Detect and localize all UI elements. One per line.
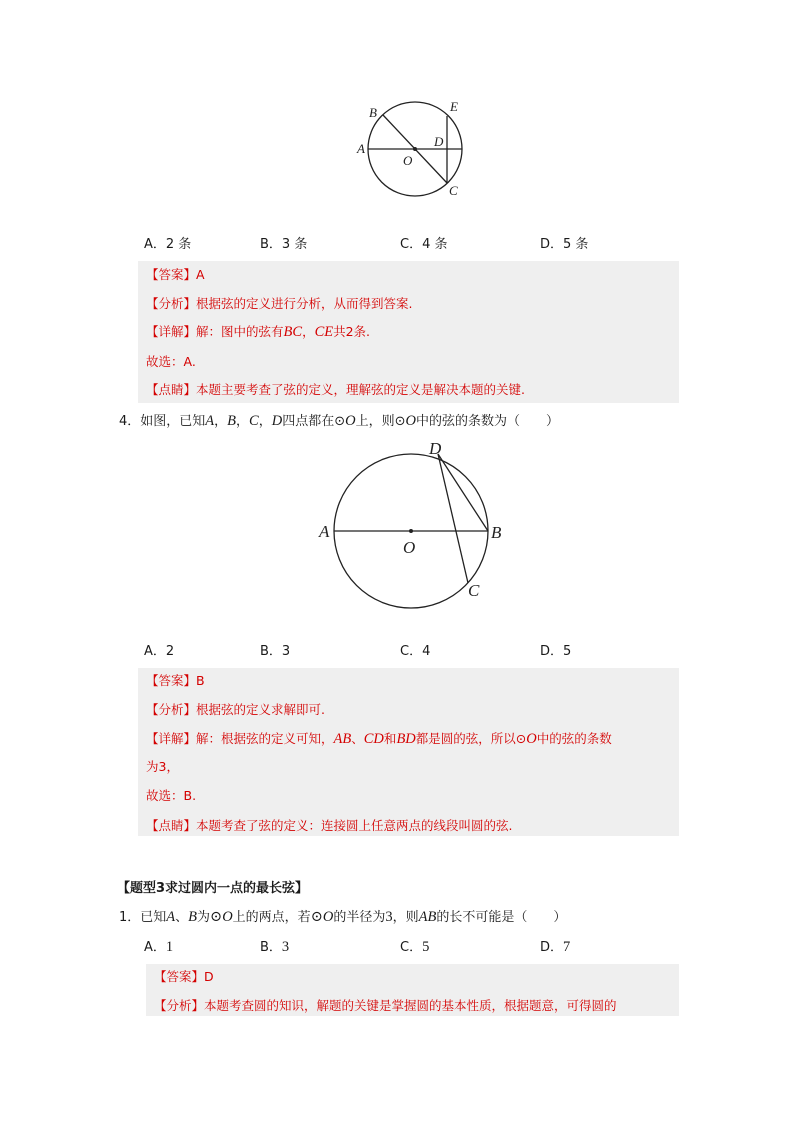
- question4-figure: [315, 440, 515, 610]
- option-b[interactable]: B．3: [260, 644, 291, 659]
- option-a[interactable]: A．1: [144, 939, 174, 955]
- q3-label-c: C: [449, 183, 458, 198]
- option-b[interactable]: B．3 条: [260, 237, 308, 252]
- detail-line: 【详解】解：图中的弦有BC，CE共2条.: [146, 324, 371, 340]
- question3-answer-box: [138, 261, 679, 403]
- q4-label-c: C: [468, 581, 480, 600]
- option-d[interactable]: D．5: [540, 644, 572, 659]
- option-c[interactable]: C．4: [400, 644, 431, 659]
- question3-figure: [345, 95, 475, 205]
- q4-chord-bd: [438, 454, 488, 531]
- question4-answer-box: [138, 668, 679, 836]
- q4-label-a: A: [319, 522, 330, 541]
- option-d[interactable]: D．7: [540, 939, 571, 955]
- option-a[interactable]: A．2 条: [144, 237, 192, 252]
- section-heading: 【题型3求过圆内一点的最长弦】: [117, 881, 309, 896]
- comment-line: 【点睛】本题考查了弦的定义：连接圆上任意两点的线段叫圆的弦.: [146, 818, 513, 833]
- choice-line: 故选：A.: [146, 354, 196, 369]
- question1-stem: 1．已知A、B为⊙O上的两点，若⊙O的半径为3，则AB的长不可能是（ ）: [119, 909, 567, 925]
- option-a[interactable]: A．2: [144, 644, 175, 659]
- q3-label-a: A: [357, 141, 365, 156]
- q3-label-o: O: [403, 153, 413, 168]
- q3-label-b: B: [369, 105, 377, 120]
- analysis-line: 【分析】根据弦的定义进行分析，从而得到答案.: [146, 296, 413, 311]
- q4-label-d: D: [429, 440, 442, 458]
- question4-stem: 4．如图，已知A，B，C，D四点都在⊙O上，则⊙O中的弦的条数为（ ）: [119, 413, 560, 429]
- detail-line: 【详解】解：根据弦的定义可知，AB、CD和BD都是圆的弦，所以⊙O中的弦的条数: [146, 731, 612, 747]
- comment-line: 【点睛】本题主要考查了弦的定义，理解弦的定义是解决本题的关键.: [146, 382, 525, 397]
- q3-center-dot: [413, 147, 417, 151]
- q4-center-dot: [409, 529, 413, 533]
- answer-line: 【答案】B: [146, 673, 205, 688]
- q3-label-e: E: [450, 99, 458, 114]
- option-b[interactable]: B．3: [260, 939, 290, 955]
- option-d[interactable]: D．5 条: [540, 237, 589, 252]
- q4-label-b: B: [491, 523, 502, 542]
- q4-chord-cd: [438, 454, 468, 583]
- detail-line-continued: 为3，: [146, 759, 179, 774]
- analysis-line: 【分析】根据弦的定义求解即可.: [146, 702, 325, 717]
- choice-line: 故选：B.: [146, 788, 197, 803]
- analysis-line: 【分析】本题考查圆的知识，解题的关键是掌握圆的基本性质，根据题意，可得圆的: [154, 998, 617, 1013]
- answer-line: 【答案】A: [146, 267, 205, 282]
- q3-label-d: D: [434, 134, 444, 149]
- option-c[interactable]: C．4 条: [400, 237, 448, 252]
- question1-answer-box: [146, 964, 679, 1016]
- option-c[interactable]: C．5: [400, 939, 430, 955]
- q4-label-o: O: [403, 538, 416, 557]
- answer-line: 【答案】D: [154, 969, 214, 984]
